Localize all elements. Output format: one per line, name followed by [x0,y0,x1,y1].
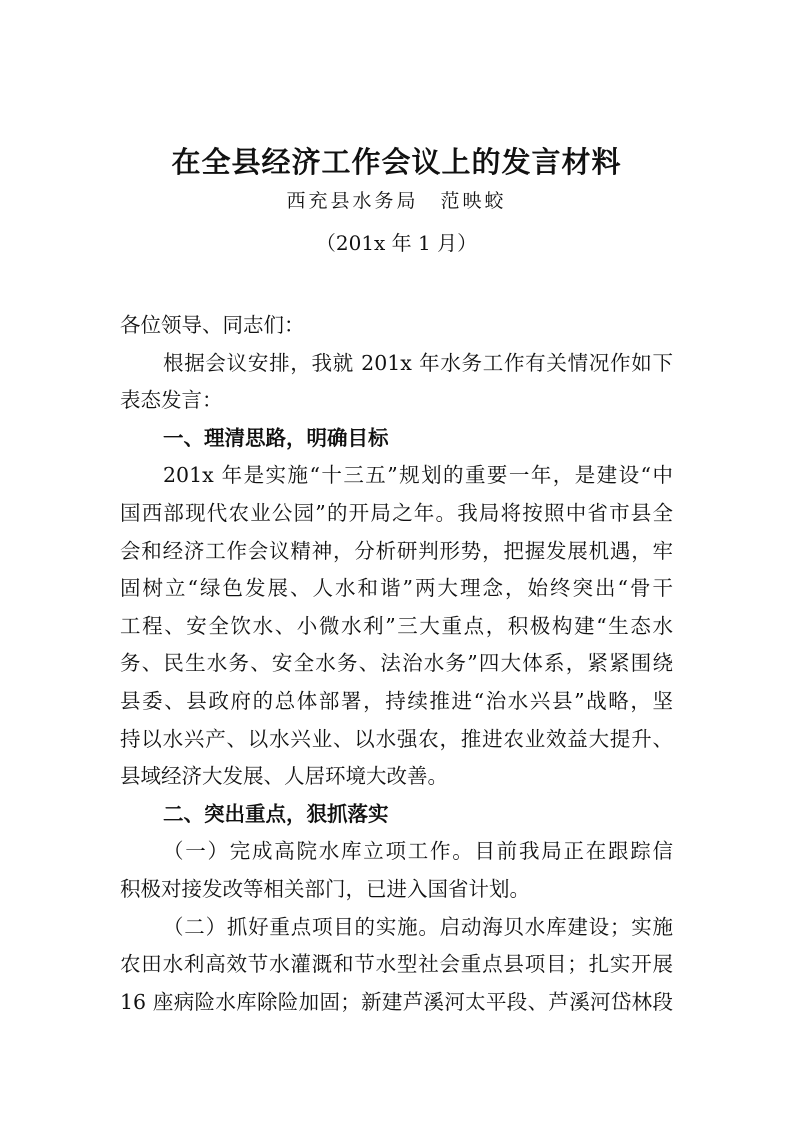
paragraph-line: 持以水兴产、以水兴业、以水强农，推进农业效益大提升、 [120,726,673,751]
paragraph-line: 国西部现代农业公园”的开局之年。我局将按照中省市县全 [120,500,673,525]
salutation: 各位领导、同志们： [120,313,305,337]
paragraph-line: 固树立“绿色发展、人水和谐”两大理念，始终突出“骨干 [120,576,673,601]
paragraph-line: 务、民生水务、安全水务、法治水务”四大体系，紧紧围绕 [120,651,673,676]
document-author: 西充县水务局 范映蛟 [286,190,507,212]
document-date: （201x 年 1 月） [315,231,478,255]
paragraph-line: 工程、安全饮水、小微水利”三大重点，积极构建“生态水 [120,613,673,638]
paragraph-line: 农田水利高效节水灌溉和节水型社会重点县项目；扎实开展 [120,952,673,977]
paragraph-line: 县域经济大发展、人居环境大改善。 [120,764,448,789]
paragraph-line: 县委、县政府的总体部署，持续推进“治水兴县”战略，坚 [120,688,673,713]
paragraph-line: 会和经济工作会议精神，分析研判形势，把握发展机遇，牢 [120,538,673,563]
document-title: 在全县经济工作会议上的发言材料 [171,145,622,179]
section-heading-2: 二、突出重点，狠抓落实 [163,801,389,826]
paragraph-line: 201x 年是实施“十三五”规划的重要一年，是建设“中 [163,463,673,488]
section-heading-1: 一、理清思路，明确目标 [163,425,389,450]
paragraph-line: 根据会议安排，我就 201x 年水务工作有关情况作如下 [163,350,673,375]
paragraph-line: （一）完成高院水库立项工作。目前我局正在跟踪信 [163,839,673,864]
paragraph-line: 16 座病险水库除险加固；新建芦溪河太平段、芦溪河岱林段 [120,989,673,1014]
paragraph-line: 积极对接发改等相关部门，已进入国省计划。 [120,876,530,901]
paragraph-line: （二）抓好重点项目的实施。启动海贝水库建设；实施 [163,914,673,939]
paragraph-line: 表态发言： [120,388,223,413]
document-body [120,307,673,1021]
